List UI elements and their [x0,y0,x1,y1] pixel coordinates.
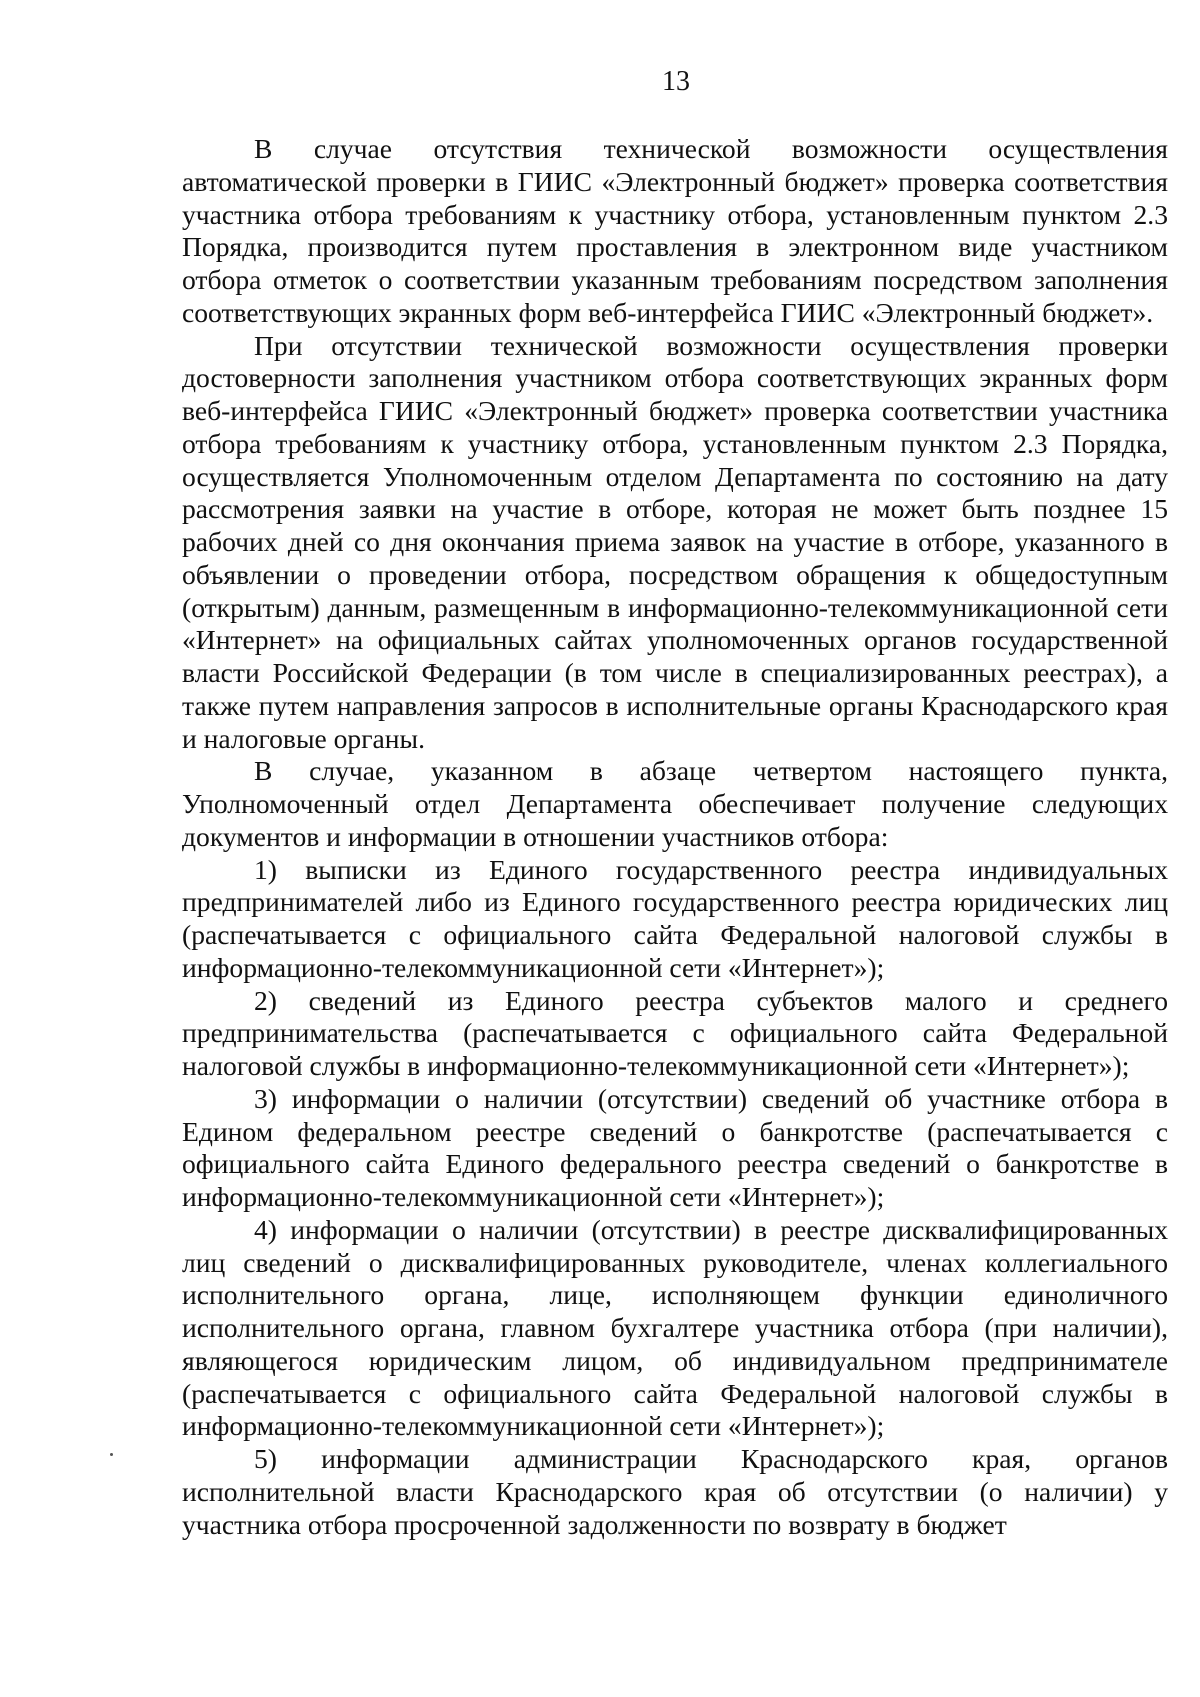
paragraph-documents-intro: В случае, указанном в абзаце четвертом настоящего пункта, Уполномоченный отдел Департамента обеспечивает получение следующих документов и информации в отношении участников отбора: [182,755,1168,852]
paragraph-no-automatic-check: В случае отсутствия технической возможности осуществления автоматической проверки в ГИИС «Электронный бюджет» проверка соответствия участника отбора требованиям к участнику отбора, установленным пунктом 2.3 Порядка, производится путем проставления в электронном виде участником отбора отметок о соответствии указанным требованиям посредством заполнения соответствующих экранных форм веб-интерфейса ГИИС «Электронный бюджет». [182,133,1168,328]
list-item-5-overdue-debt: 5) информации администрации Краснодарского края, органов исполнительной власти Краснодарского края об отсутствии (о наличии) у участника отбора просроченной задолженности по возврату в бюджет [182,1443,1168,1540]
page-number: 13 [662,66,690,97]
scan-dot-mark [110,1453,113,1456]
list-item-3-bankruptcy-registry: 3) информации о наличии (отсутствии) сведений об участнике отбора в Едином федеральном реестре сведений о банкротстве (распечатывается с официального сайта Единого федерального реестра сведений о банкротстве в информационно-телекоммуникационной сети «Интернет»); [182,1082,1168,1212]
paragraph-manual-verification: При отсутствии технической возможности осуществления проверки достоверности заполнения участником отбора соответствующих экранных форм веб-интерфейса ГИИС «Электронный бюджет» проверка соответствии участника отбора требованиям к участнику отбора, установленным пунктом 2.3 Порядка, осуществляется Уполномоченным отделом Департамента по состоянию на дату рассмотрения заявки на участие в отборе, которая не может быть позднее 15 рабочих дней со дня окончания приема заявок на участие в отборе, указанного в объявлении о проведении отбора, посредством обращения к общедоступным (открытым) данным, размещенным в информационно-телекоммуникационной сети «Интернет» на официальных сайтах уполномоченных органов государственной власти Российской Федерации (в том числе в специализированных реестрах), а также путем направления запросов в исполнительные органы Краснодарского края и налоговые органы. [182,329,1168,754]
list-item-1-egrip-egrul: 1) выписки из Единого государственного реестра индивидуальных предпринимателей либо из Единого государственного реестра юридических лиц (распечатывается с официального сайта Федеральной налоговой службы в информационно-телекоммуникационной сети «Интернет»); [182,853,1168,983]
list-item-2-sme-registry: 2) сведений из Единого реестра субъектов малого и среднего предпринимательства (распечатывается с официального сайта Федеральной налоговой службы в информационно-телекоммуникационной сети «Интернет»); [182,984,1168,1081]
document-body [182,133,1168,1541]
list-item-4-disqualified-persons: 4) информации о наличии (отсутствии) в реестре дисквалифицированных лиц сведений о дисквалифицированных руководителе, членах коллегиального исполнительного органа, лице, исполняющем функции единоличного исполнительного органа, главном бухгалтере участника отбора (при наличии), являющегося юридическим лицом, об индивидуальном предпринимателе (распечатывается с официального сайта Федеральной налоговой службы в информационно-телекоммуникационной сети «Интернет»); [182,1213,1168,1442]
